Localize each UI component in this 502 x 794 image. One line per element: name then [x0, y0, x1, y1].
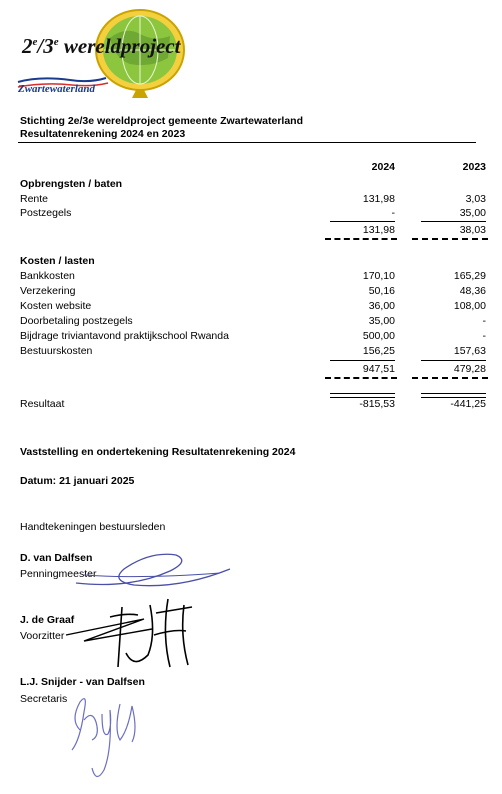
signatory-name: L.J. Snijder - van Dalfsen — [20, 676, 145, 688]
signature-treasurer — [70, 545, 240, 595]
costs-row-value-2024: 156,25 — [362, 345, 395, 357]
signatory-name: J. de Graaf — [20, 614, 75, 626]
income-sum-line-2024 — [330, 221, 395, 222]
costs-total-underline-2024 — [325, 377, 397, 379]
costs-row-value-2024: 500,00 — [362, 330, 395, 342]
income-heading: Opbrengsten / baten — [20, 178, 123, 190]
income-row-value-2023: 35,00 — [459, 207, 486, 219]
costs-row-value-2024: 36,00 — [368, 300, 395, 312]
logo-title: 2e/3e wereldproject — [22, 34, 181, 58]
costs-row-label: Bijdrage triviantavond praktijkschool Rwanda — [20, 330, 229, 342]
title-rule — [18, 142, 476, 143]
income-total-2024: 131,98 — [362, 224, 395, 236]
signatory-name: D. van Dalfsen — [20, 552, 93, 564]
costs-row-value-2023: 108,00 — [453, 300, 486, 312]
costs-total-underline-2023 — [412, 377, 488, 379]
costs-total-2024: 947,51 — [362, 363, 395, 375]
signatory-role: Voorzitter — [20, 630, 65, 642]
costs-row-value-2023: 157,63 — [453, 345, 486, 357]
income-total-underline-2023 — [412, 238, 488, 240]
costs-row-value-2024: 50,16 — [368, 285, 395, 297]
costs-sum-line-2023 — [421, 360, 486, 361]
income-row-value-2024: 131,98 — [362, 193, 395, 205]
income-total-2023: 38,03 — [459, 224, 486, 236]
adoption-heading: Vaststelling en ondertekening Resultatenrekening 2024 — [20, 446, 296, 458]
column-header-2024: 2024 — [371, 161, 395, 173]
income-row-label: Rente — [20, 193, 49, 205]
signatory-role: Penningmeester — [20, 568, 97, 580]
signatures-label: Handtekeningen bestuursleden — [20, 521, 166, 533]
costs-row-label: Bankkosten — [20, 270, 75, 282]
document-title: Stichting 2e/3e wereldproject gemeente Zwartewaterland — [20, 115, 304, 127]
signatory-role: Secretaris — [20, 693, 68, 705]
income-row-label: Postzegels — [20, 207, 72, 219]
result-label: Resultaat — [20, 398, 65, 410]
logo-subtitle: Zwartewaterland — [18, 83, 96, 95]
signature-chair — [64, 595, 214, 675]
result-value-2024: -815,53 — [359, 398, 395, 410]
income-total-underline-2024 — [325, 238, 397, 240]
costs-row-label: Kosten website — [20, 300, 92, 312]
result-value-2023: -441,25 — [450, 398, 486, 410]
column-header-2023: 2023 — [462, 161, 486, 173]
costs-sum-line-2024 — [330, 360, 395, 361]
document-subtitle: Resultatenrekening 2024 en 2023 — [20, 128, 186, 140]
costs-row-label: Verzekering — [20, 285, 76, 297]
costs-row-value-2023: - — [482, 330, 486, 342]
costs-row-value-2024: 170,10 — [362, 270, 395, 282]
adoption-date: Datum: 21 januari 2025 — [20, 475, 135, 487]
costs-row-value-2023: - — [482, 315, 486, 327]
costs-row-label: Bestuurskosten — [20, 345, 93, 357]
costs-heading: Kosten / lasten — [20, 255, 95, 267]
costs-total-2023: 479,28 — [453, 363, 486, 375]
costs-row-value-2023: 165,29 — [453, 270, 486, 282]
income-row-value-2023: 3,03 — [465, 193, 486, 205]
income-row-value-2024: - — [391, 207, 395, 219]
signature-secretary — [62, 690, 162, 790]
income-sum-line-2023 — [421, 221, 486, 222]
costs-row-value-2023: 48,36 — [459, 285, 486, 297]
costs-row-value-2024: 35,00 — [368, 315, 395, 327]
costs-row-label: Doorbetaling postzegels — [20, 315, 133, 327]
